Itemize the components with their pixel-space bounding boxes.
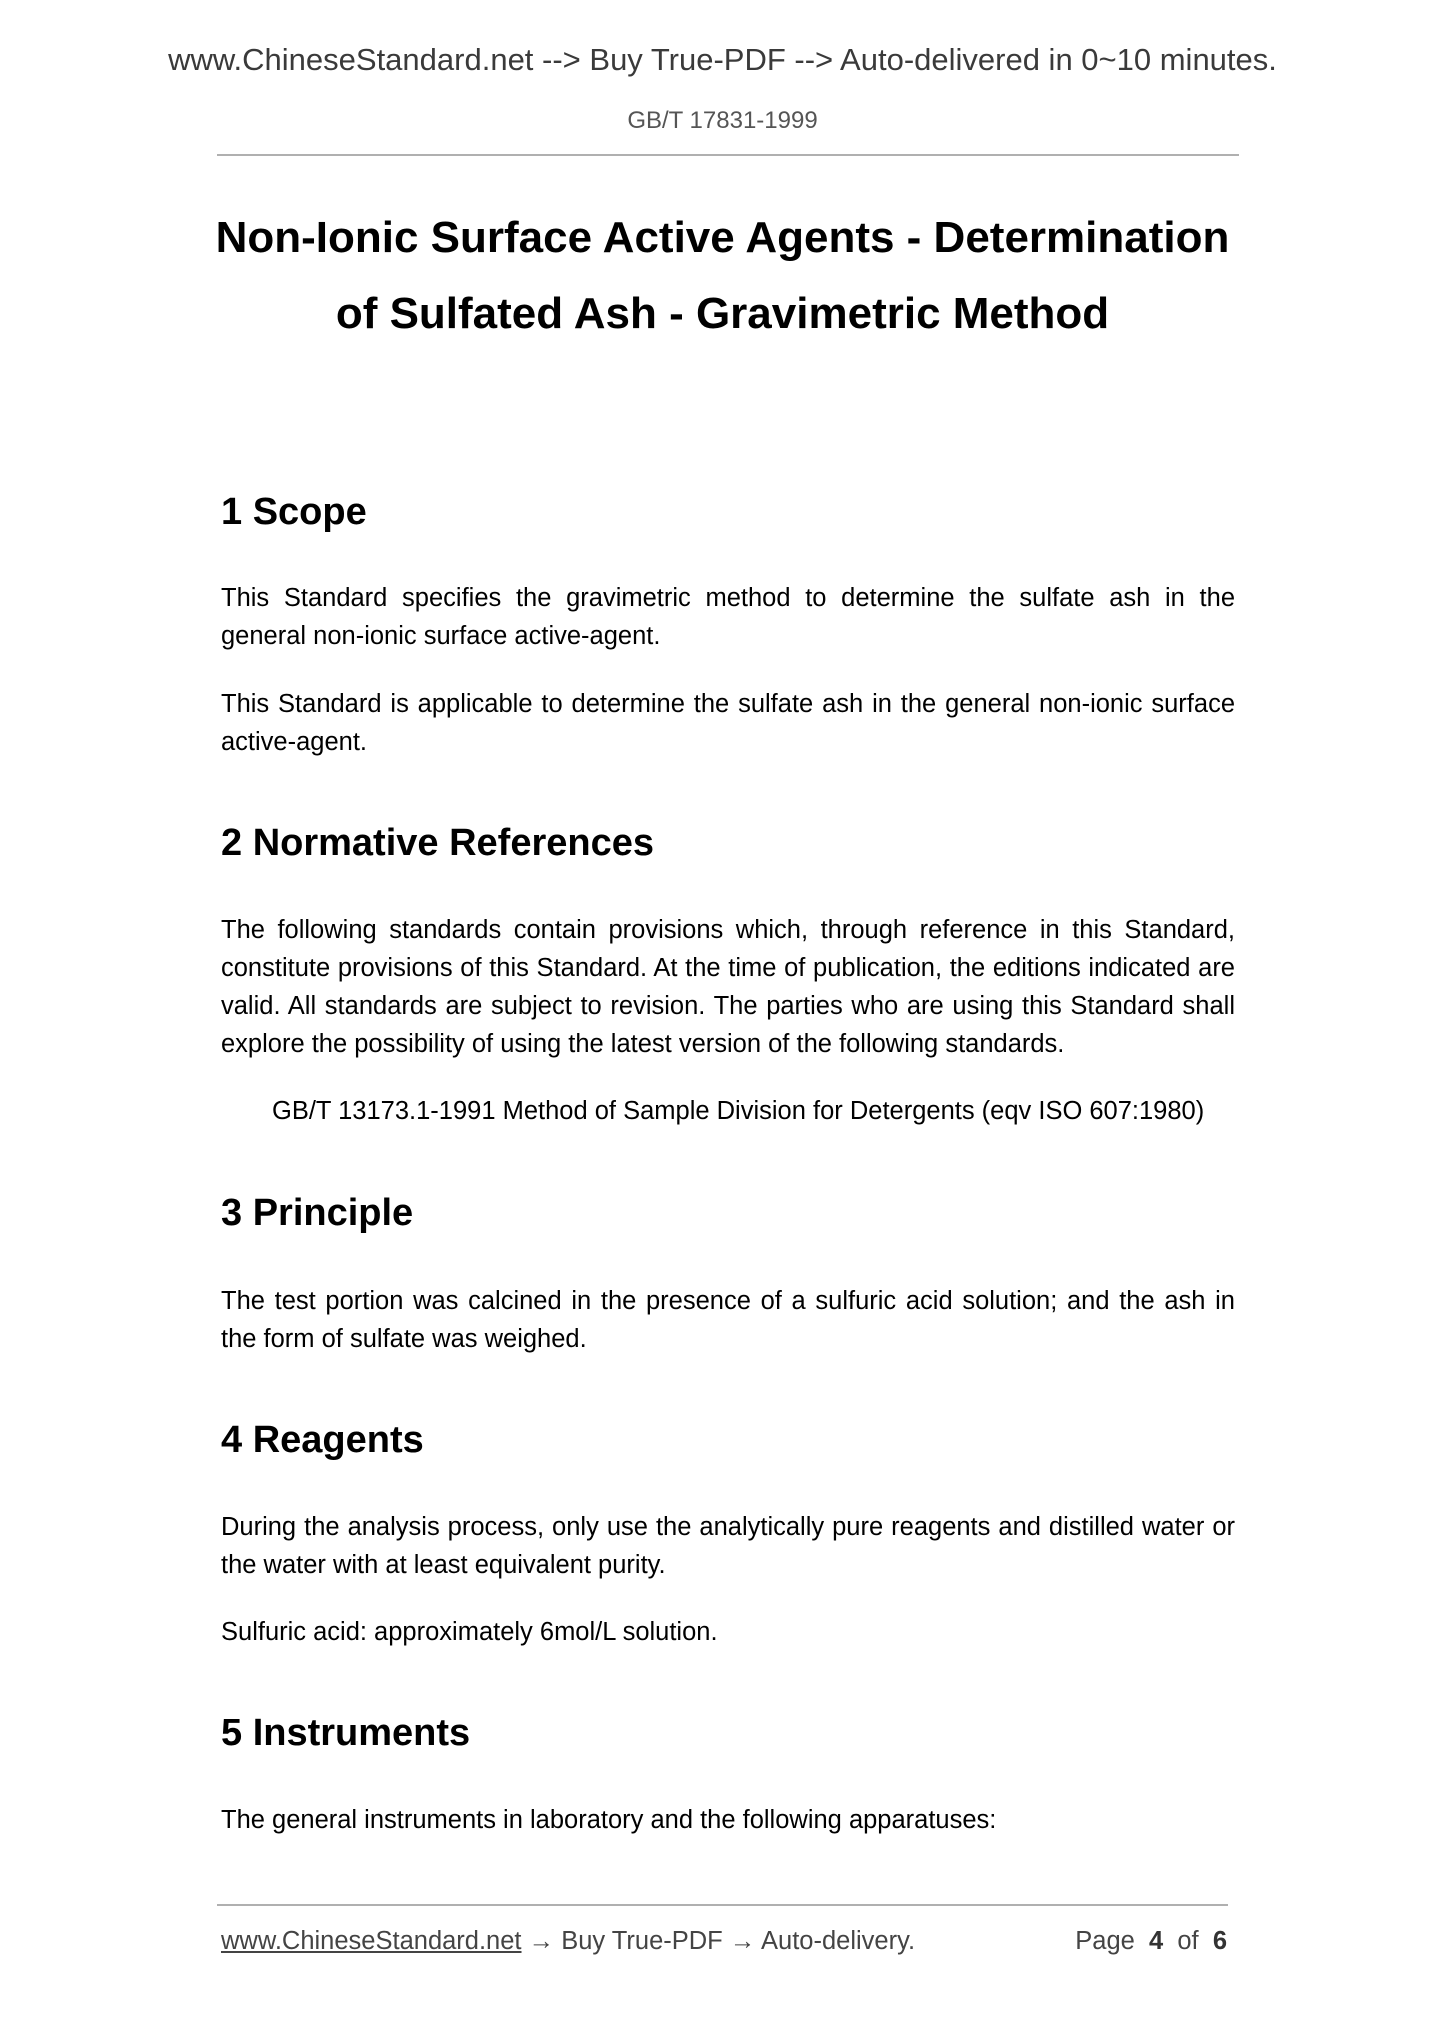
footer-divider [217,1904,1228,1906]
heading-scope: 1 Scope [221,491,367,533]
document-number: GB/T 17831-1999 [627,107,818,134]
reagents-paragraph-1: During the analysis process, only use the analytically pure reagents and distilled water or the water with at least equivalent purity. [221,1513,1235,1579]
page-label: Page [1075,1927,1135,1955]
of-label: of [1177,1927,1199,1955]
document-title [200,200,1245,352]
arrow-right-icon: → [729,1927,756,1955]
title-line-1: Non-Ionic Surface Active Agents - Determination [215,213,1230,262]
instruments-paragraph: The general instruments in laboratory and the following apparatuses: [221,1806,997,1834]
arrow-right-icon: → [528,1927,555,1955]
header-divider [217,154,1239,156]
heading-normative-references: 2 Normative References [221,822,654,864]
heading-principle: 3 Principle [221,1192,414,1234]
heading-instruments: 5 Instruments [221,1712,471,1754]
scope-paragraph-2: This Standard is applicable to determine the sulfate ash in the general non-ionic surface active-agent. [221,690,1235,756]
footer-buy-text: Buy True-PDF [561,1927,723,1955]
top-banner: www.ChineseStandard.net --> Buy True-PDF --> Auto-delivered in 0~10 minutes. [168,42,1277,77]
title-line-2: of Sulfated Ash - Gravimetric Method [335,289,1110,338]
heading-reagents: 4 Reagents [221,1419,424,1461]
principle-paragraph: The test portion was calcined in the presence of a sulfuric acid solution; and the ash in the form of sulfate was weighed. [221,1287,1235,1353]
reference-item: GB/T 13173.1-1991 Method of Sample Division for Detergents (eqv ISO 607:1980) [272,1097,1205,1125]
footer-left [221,1922,915,1960]
footer-site-link[interactable]: www.ChineseStandard.net [221,1927,522,1955]
page-total: 6 [1212,1927,1227,1955]
normative-paragraph: The following standards contain provisions which, through reference in this Standard, constitute provisions of this Standard. At the time of publication, the editions indicated are valid. All standards are subject to revision. The parties who are using this Standard shall explore the possibility of using the latest version of the following standards. [221,916,1235,1058]
scope-paragraph-1: This Standard specifies the gravimetric method to determine the sulfate ash in the general non-ionic surface active-agent. [221,584,1235,650]
footer-auto-text: Auto-delivery. [761,1927,916,1955]
page-current: 4 [1149,1927,1164,1955]
reagents-paragraph-2: Sulfuric acid: approximately 6mol/L solution. [221,1618,718,1646]
page-indicator [1075,1922,1227,1960]
